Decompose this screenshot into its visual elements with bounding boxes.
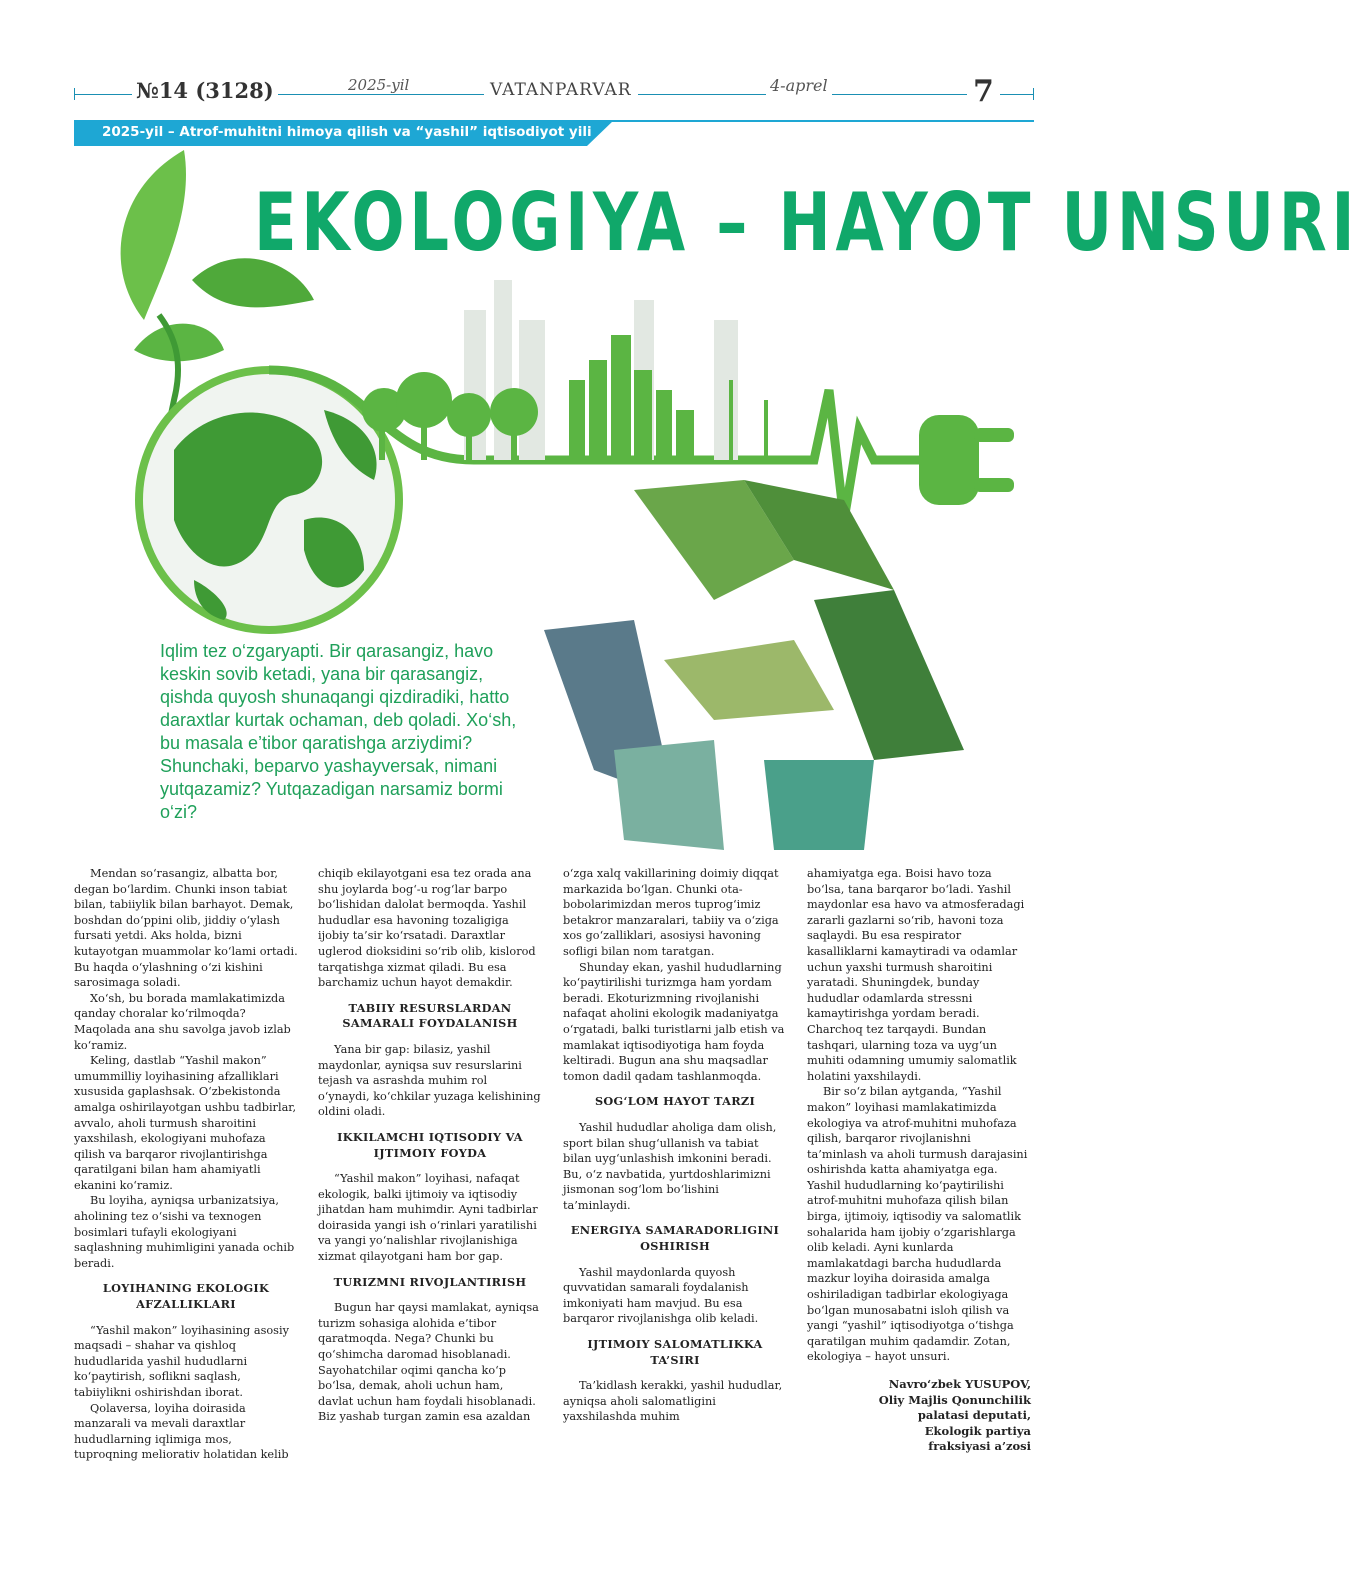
paragraph: Bugun har qaysi mamlakat, ayniqsa turizm sohasiga alohida e’tibor qaratmoqda. Nega? Chunki bu qo‘shimcha daromad hisoblanadi. Sayohatchilar oqimi qancha ko‘p bo‘lsa, demak, aholi uchun ham, davlat uchun ham foydali hisoblanadi. Biz yashab turgan zamin esa azaldan [318,1301,539,1424]
banner-text: 2025-yil – Atrof-muhitni himoya qilish va “yashil” iqtisodiyot yili [102,124,592,140]
section-heading: TABIIY RESURSLARDAN SAMARALI FOYDALANISH [342,1000,518,1031]
author-name: Navro‘zbek YUSUPOV, [888,1377,1031,1391]
paragraph: Bu loyiha, ayniqsa urbanizatsiya, aholining tez o‘sishi va texnogen bosimlari tufayli ekologiyani saqlashning muhimligini yanada ochib beradi. [74,1194,295,1270]
paragraph: Keling, dastlab “Yashil makon” umummilliy loyihasining afzalliklari xususida gaplashsak. O‘zbekistonda amalga oshirilayotgan ushbu tadbirlar, avvalo, aholi turmush sharoitini yaxshilash, ekologiyani muhofaza qilish va barqaror rivojlantirishga qaratilgani bilan ham ahamiyatli ekanini ko‘ramiz. [74,1054,297,1192]
article-column-3 [563,866,787,1425]
paragraph: Shunday ekan, yashil hududlarning ko‘paytirilishi turizmga ham yordam beradi. Ekoturizmning rivojlanishi nafaqat aholini ekologik madaniyatga o‘rgatadi, balki turistlarni jalb etish va mamlakat iqtisodiyotiga ham foyda keltiradi. Bugun ana shu maqsadlar tomon dadil qadam tashlanmoqda. [563,960,785,1083]
article-column-1 [74,866,298,1463]
paragraph: Qolaversa, loyiha doirasida manzarali va mevali daraxtlar hududlarning iqlimiga mos, tuproqning meliorativ holatidan kelib [74,1401,289,1462]
paragraph: Yashil maydonlarda quyosh quvvatidan samarali foydalanish imkoniyati ham mavjud. Bu esa barqaror rivojlanishga olib keladi. [563,1265,759,1326]
article-lead: Iqlim tez o‘zgaryapti. Bir qarasangiz, havo keskin sovib ketadi, yana bir qarasangiz, qishda quyosh shunaqangi qizdiradiki, hatto daraxtlar kurtak ochaman, deb qoladi. Xo‘sh, bu masala e’tibor qaratishga arziydimi? Shunchaki, beparvo yashayversak, nimani yutqazamiz? Yutqazadigan narsamiz bormi o‘zi? [160,641,517,822]
section-heading: SOG‘LOM HAYOT TARZI [594,1094,756,1109]
section-heading: IKKILAMCHI IQTISODIY VA IJTIMOIY FOYDA [337,1129,523,1160]
paragraph: Ta’kidlash kerakki, yashil hududlar, ayniqsa aholi salomatligini yaxshilashda muhim [563,1379,783,1424]
section-heading: ENERGIYA SAMARADORLIGINI OSHIRISH [570,1223,780,1254]
paragraph: Mendan so‘rasangiz, albatta bor, degan bo‘lardim. Chunki inson tabiat bilan, tabiiylik bilan barhayot. Demak, boshdan do‘ppini olib, jiddiy o‘ylash fursati yetdi. Aks holda, bizni kutayotgan muammolar ko‘lami ortadi. Bu haqda o‘ylashning o‘zi kishini sarosimaga soladi. [74,867,298,990]
newspaper-name: VATANPARVAR [484,80,638,100]
author-title: palatasi deputati, [917,1408,1031,1423]
paragraph: o‘zga xalq vakillarining doimiy diqqat markazida bo‘lgan. Chunki ota-bobolarimizdan meros tuprog‘imiz betakror manzaralari, tabiiy va o‘ziga xos go‘zalliklari, asosiysi havoning sofligi bilan nom taratgan. [563,867,779,958]
paragraph: Bir so‘z bilan aytganda, “Yashil makon” loyihasi mamlakatimizda ekologiya va atrof-muhitni muhofaza qilish, barqaror rivojlanishni ta’minlash va aholi turmush darajasini oshirishda katta ahamiyatga ega. Yashil hududlarning ko‘paytirilishi atrof-muhitni muhofaza qilish bilan birga, ijtimoiy, iqtisodiy va salomatlik sohalarida ham ijobiy o‘zgarishlarga olib keladi. Ayni kunlarda mamlakatdagi barcha hududlarda mazkur loyiha doirasida amalga oshiriladigan tadbirlar ekologiyaga bo‘lgan munosabatni isloh qilish va yangi “yashil” iqtisodiyotga o‘tishga qaratilgan muhim qadamdir. Zotan, ekologiya – hayot unsuri. [807,1085,1028,1364]
author-title: fraksiyasi a’zosi [928,1439,1031,1454]
paragraph: “Yashil makon” loyihasining asosiy maqsadi – shahar va qishloq hududlarida yashil hududlarni ko‘paytirish, soflikni saqlash, tabiiylikni oshirishdan iborat. [74,1323,289,1399]
author-title: Ekologik partiya [924,1423,1031,1438]
article-column-4 [807,866,1031,1455]
issue-number: №14 (3128) [132,78,278,103]
section-heading: LOYIHANING EKOLOGIK AFZALLIKLARI [102,1281,270,1312]
author-signature [807,1377,1031,1455]
rule-tick [1033,88,1034,100]
green-city-icon [362,335,768,460]
paragraph: chiqib ekilayotgani esa tez orada ana shu joylarda bog‘-u rog‘lar barpo bo‘lishidan dalolat bermoqda. Yashil hududlar esa havoning tozaligiga ijobiy ta’sir ko‘rsatadi. Daraxtlar uglerod dioksidini so‘rib olib, kislorod tarqatishga xizmat qiladi. Bu esa barchamiz uchun hayot demakdir. [318,867,536,990]
issue-date: 4-aprel [766,76,832,95]
paragraph: Yashil hududlar aholiga dam olish, sport bilan shug‘ullanish va tabiat bilan uyg‘unlashish imkonini beradi. Bu, o‘z navbatida, yurtdoshlarimizni jismonan sog‘lom bo‘lishini ta’minlaydi. [563,1120,777,1212]
recycle-landscape-icon [544,480,964,850]
paragraph: “Yashil makon” loyihasi, nafaqat ekologik, balki ijtimoiy va iqtisodiy jihatdan ham muhimdir. Ayni tadbirlar doirasida yangi ish o‘rinlari yaratilishi va yangi yo‘nalishlar rivojlanishiga xizmat qilayotgani ham bor gap. [318,1172,538,1264]
section-heading: TURIZMNI RIVOJLANTIRISH [333,1274,527,1289]
plug-icon [919,415,1014,505]
author-title: Oliy Majlis Qonunchilik [878,1392,1031,1407]
paragraph: Yana bir gap: bilasiz, yashil maydonlar, ayniqsa suv resurslarini tejash va asrashda muhim rol o‘ynaydi, ko‘chkilar yuzaga kelishining oldini oladi. [318,1042,541,1119]
article-title: EKOLOGIYA – HAYOT UNSURI [254,176,1359,269]
article-column-2 [318,866,542,1425]
year-banner [74,120,1034,146]
section-heading: IJTIMOIY SALOMATLIKKA TA’SIRI [587,1337,763,1367]
masthead [74,70,1034,120]
paragraph: ahamiyatga ega. Boisi havo toza bo‘lsa, tana barqaror bo‘ladi. Yashil maydonlar esa havo va atmosferadagi zararli gazlarni so‘rib, havoni toza saqlaydi. Bu esa respirator kasalliklarni kamaytiradi va odamlar uchun yaxshi turmush sharoitini yaratadi. Shuningdek, bunday hududlar odamlarda stressni kamaytirishga yordam beradi. Charchoq tez tarqaydi. Bundan tashqari, ularning toza va uyg‘un muhiti odamning umumiy salomatlik holatini yaxshilaydi. [807,867,1025,1083]
paragraph: Xo‘sh, bu borada mamlakatimizda qanday choralar ko‘rilmoqda? Maqolada ana shu savolga javob izlab ko‘ramiz. [74,991,291,1052]
page-number: 7 [967,74,1000,109]
issue-year: 2025-yil [344,76,413,94]
